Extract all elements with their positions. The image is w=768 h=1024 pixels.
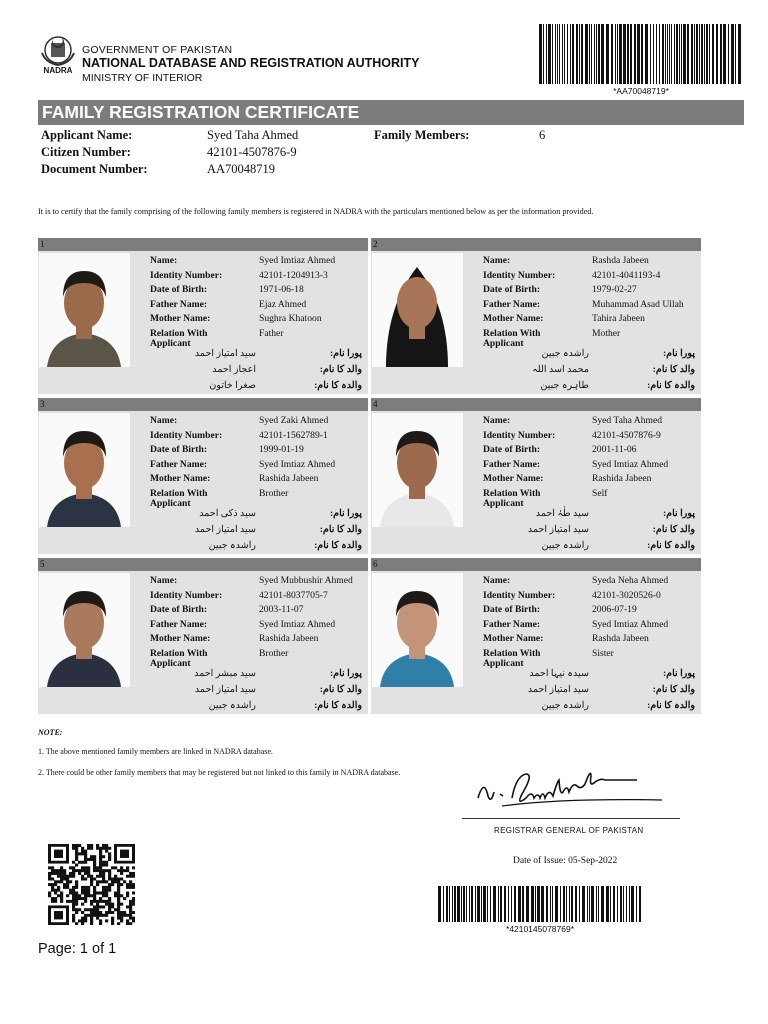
member-urdu-label: والد کا نام: [319,684,362,695]
member-urdu-value: سیدہ نیہا احمد [529,668,589,679]
member-urdu-value: طاہرہ جبین [540,380,589,391]
member-number: 6 [373,559,378,569]
member-urdu-value: سید امتیاز احمد [527,684,589,695]
member-photo [372,413,463,527]
applicant-name-value: Syed Taha Ahmed [207,128,299,142]
member-card-body: Name: Syed Zaki Ahmed Identity Number: 42101-1562789-1 Date of Birth: 1999-01-19 Father Name: Syed Imtiaz Ahmed Mother Name: Rashida Jabeen Relation With Applicant Brother پورا نام: سید ذکی احمد والد کا نام: سید امتیاز احمد والدہ کا نام: راشدہ جبین [38,411,368,554]
applicant-name-label: Applicant Name: [41,128,133,142]
note-title: NOTE: [38,728,63,737]
top-barcode [537,24,745,84]
member-urdu-label: پورا نام: [662,668,695,679]
member-urdu-label: والد کا نام: [652,364,695,375]
member-card [371,398,701,550]
member-urdu-value: راشدہ جبین [541,700,589,711]
member-urdu-label: والد کا نام: [652,684,695,695]
member-urdu-value: سید ذکی احمد [199,508,256,519]
member-number: 2 [373,239,378,249]
authority-title: NATIONAL DATABASE AND REGISTRATION AUTHORITY [82,56,420,70]
registrar-title: REGISTRAR GENERAL OF PAKISTAN [494,826,644,835]
government-title: GOVERNMENT OF PAKISTAN [82,44,233,56]
member-urdu-label: پورا نام: [329,668,362,679]
member-urdu-label: والدہ کا نام: [314,540,362,551]
member-photo [39,253,130,367]
member-photo [39,413,130,527]
member-urdu-label: پورا نام: [662,508,695,519]
member-card [371,558,701,710]
member-urdu-label: والدہ کا نام: [314,380,362,391]
member-urdu-label: والد کا نام: [319,524,362,535]
member-number: 5 [40,559,45,569]
member-card [371,238,701,390]
member-number: 3 [40,399,45,409]
certify-statement: It is to certify that the family comprising of the following family members is registered in NADRA with the particulars mentioned below as per the information provided. [38,207,594,216]
top-barcode-text: *AA70048719* [613,86,669,96]
member-urdu-value: راشدہ جبین [208,540,256,551]
member-urdu-value: صغرا خاتون [209,380,256,391]
member-card-body: Name: Rashda Jabeen Identity Number: 42101-4041193-4 Date of Birth: 1979-02-27 Father Name: Muhammad Asad Ullah Mother Name: Tahira Jabeen Relation With Applicant Mother پورا نام: راشدہ جبین والد کا نام: محمد اسد اللہ والدہ کا نام: طاہرہ جبین [371,251,701,394]
note-1: 1. The above mentioned family members are linked in NADRA database. [38,747,273,756]
member-urdu-value: اعجاز احمد [212,364,256,375]
member-urdu-value: راشدہ جبین [541,348,589,359]
qr-code [48,844,135,925]
member-card-header [371,398,701,411]
title-bar [38,100,744,125]
page-number: Page: 1 of 1 [38,941,117,957]
family-members-label: Family Members: [374,128,470,142]
member-urdu-value: سید امتیاز احمد [527,524,589,535]
member-card-header [38,238,368,251]
signature-line [462,818,680,819]
member-photo [372,253,463,367]
member-number: 1 [40,239,45,249]
member-urdu-value: راشدہ جبین [208,700,256,711]
member-urdu-label: پورا نام: [662,348,695,359]
member-urdu-value: سید امتیاز احمد [194,684,256,695]
bottom-barcode-text: *4210145078769* [505,924,575,934]
member-urdu-label: والدہ کا نام: [647,700,695,711]
family-members-value: 6 [539,128,546,142]
member-photo [372,573,463,687]
member-photo [39,573,130,687]
bottom-barcode [436,886,644,922]
member-card-header [371,558,701,571]
registrar-signature [472,768,672,812]
member-urdu-value: سید امتیاز احمد [194,348,256,359]
member-urdu-label: والد کا نام: [319,364,362,375]
member-card-body: Name: Syed Taha Ahmed Identity Number: 42101-4507876-9 Date of Birth: 2001-11-06 Father Name: Syed Imtiaz Ahmed Mother Name: Rashida Jabeen Relation With Applicant Self پورا نام: سید طٰہٰ احمد والد کا نام: سید امتیاز احمد والدہ کا نام: راشدہ جبین [371,411,701,554]
member-card-body: Name: Syed Imtiaz Ahmed Identity Number: 42101-1204913-3 Date of Birth: 1971-06-18 Father Name: Ejaz Ahmed Mother Name: Sughra Khatoon Relation With Applicant Father پورا نام: سید امتیاز احمد والد کا نام: اعجاز احمد والدہ کا نام: صغرا خاتون [38,251,368,394]
member-card-header [371,238,701,251]
member-urdu-label: والدہ کا نام: [647,540,695,551]
date-of-issue: Date of Issue: 05-Sep-2022 [513,856,618,866]
member-urdu-value: سید طٰہٰ احمد [535,508,589,519]
member-card-body: Name: Syeda Neha Ahmed Identity Number: 42101-3020526-0 Date of Birth: 2006-07-19 Father Name: Syed Imtiaz Ahmed Mother Name: Rashda Jabeen Relation With Applicant Sister پورا نام: سیدہ نیہا احمد والد کا نام: سید امتیاز احمد والدہ کا نام: راشدہ جبین [371,571,701,714]
member-urdu-value: سید امتیاز احمد [194,524,256,535]
member-number: 4 [373,399,378,409]
nadra-emblem-icon [38,33,78,79]
member-urdu-label: پورا نام: [329,348,362,359]
member-card [38,558,368,710]
document-number-value: AA70048719 [207,162,276,176]
member-urdu-label: والدہ کا نام: [647,380,695,391]
member-card [38,238,368,390]
citizen-number-label: Citizen Number: [41,145,131,159]
member-urdu-value: سید مبشر احمد [194,668,256,679]
member-card-body: Name: Syed Mubbushir Ahmed Identity Number: 42101-8037705-7 Date of Birth: 2003-11-07 Father Name: Syed Imtiaz Ahmed Mother Name: Rashida Jabeen Relation With Applicant Brother پورا نام: سید مبشر احمد والد کا نام: سید امتیاز احمد والدہ کا نام: راشدہ جبین [38,571,368,714]
svg-text:NADRA: NADRA [43,66,73,75]
note-2: 2. There could be other family members that may be registered but not linked to this family in NADRA database. [38,768,401,777]
citizen-number-value: 42101-4507876-9 [207,145,297,159]
member-card-header [38,398,368,411]
member-card [38,398,368,550]
member-urdu-value: راشدہ جبین [541,540,589,551]
member-urdu-value: محمد اسد اللہ [532,364,589,375]
page-title: FAMILY REGISTRATION CERTIFICATE [42,102,360,122]
document-number-label: Document Number: [41,162,148,176]
member-card-header [38,558,368,571]
ministry-title: MINISTRY OF INTERIOR [82,72,203,84]
member-urdu-label: پورا نام: [329,508,362,519]
member-urdu-label: والدہ کا نام: [314,700,362,711]
member-urdu-label: والد کا نام: [652,524,695,535]
